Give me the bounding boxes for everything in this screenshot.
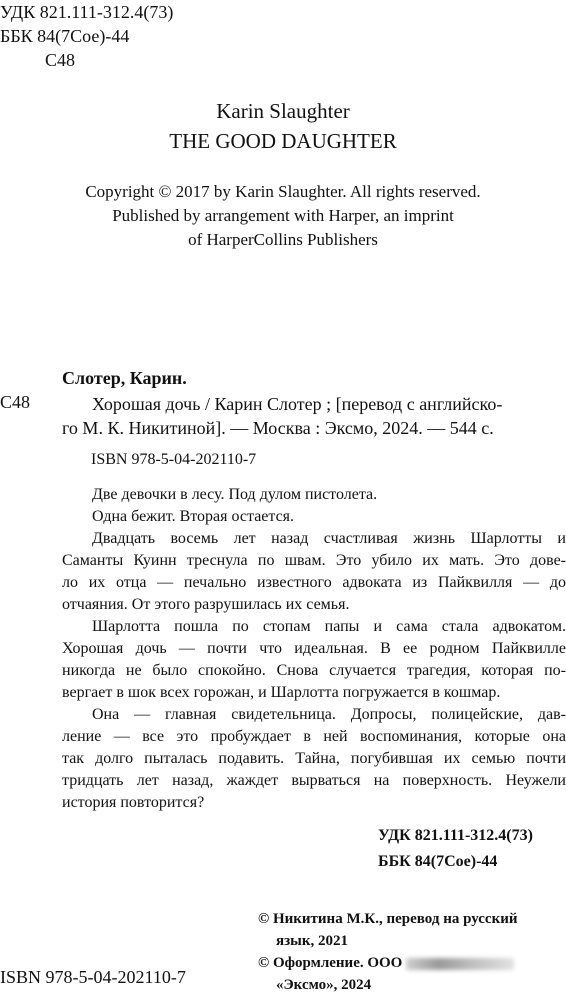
rights-line-publisher	[258, 952, 518, 974]
annotation-line: история повторится?	[62, 794, 205, 811]
biblio-line: го М. К. Никитиной]. — Москва : Эксмо, 2024. — 544 с.	[62, 418, 494, 438]
annotation-line: тридцать лет назад, жаждет вырваться на поверхность. Неужели	[62, 772, 566, 789]
udk-code: УДК 821.111-312.4(73)	[0, 2, 174, 22]
author-mark: С48	[45, 50, 76, 70]
annotation-line: Одна бежит. Вторая остается.	[92, 508, 295, 525]
annotation-line: ло их отца — печально известного адвоката из Пайквилля — до	[62, 574, 566, 591]
copyright-notice	[0, 180, 566, 252]
copyright-line: Copyright © 2017 by Karin Slaughter. All rights reserved.	[85, 182, 481, 201]
biblio-line: Хорошая дочь / Карин Слотер ; [перевод с английско-	[92, 394, 503, 414]
udk-code: УДК 821.111-312.4(73)	[378, 827, 533, 844]
rights-line: «Эксмо», 2024	[276, 977, 372, 993]
annotation-line: так долго пыталась подавить. Тайна, погубившая их семью почти	[62, 750, 566, 767]
copyright-line: of HarperCollins Publishers	[188, 230, 378, 249]
annotation	[62, 484, 566, 814]
original-title: THE GOOD DAUGHTER	[169, 129, 397, 153]
annotation-line: Шарлотта пошла по стопам папы и сама стала адвокатом.	[92, 618, 566, 635]
original-title-block	[0, 96, 566, 156]
watermark-overlay	[406, 958, 514, 970]
isbn-bottom: ISBN 978-5-04-202110-7	[0, 967, 186, 987]
copyright-line: Published by arrangement with Harper, an imprint	[112, 206, 454, 225]
catalog-author-mark: С48	[0, 392, 31, 412]
annotation-line: Саманты Куинн треснула по швам. Это убило их мать. Это дове-	[62, 552, 566, 569]
annotation-line: отчаяния. От этого разрушилась их семья.	[62, 596, 350, 613]
classification-codes-bottom	[378, 823, 533, 875]
rights-line: язык, 2021	[276, 933, 348, 949]
annotation-line: Хорошая дочь — почти что идеальная. В ее родном Пайквилле	[62, 640, 566, 657]
annotation-line: Она — главная свидетельница. Допросы, полицейские, дав-	[92, 706, 566, 723]
bbk-code: ББК 84(7Сое)-44	[378, 853, 498, 870]
annotation-line: Две девочки в лесу. Под дулом пистолета.	[92, 486, 378, 503]
catalog-author-heading: Слотер, Карин.	[62, 368, 187, 388]
classification-codes	[0, 0, 173, 72]
bbk-code: ББК 84(7Сое)-44	[0, 26, 130, 46]
isbn-catalog: ISBN 978-5-04-202110-7	[91, 451, 257, 468]
bibliographic-description	[62, 392, 562, 440]
rights-line: © Никитина М.К., перевод на русский	[258, 911, 518, 927]
rights-line: © Оформление. ООО	[258, 955, 403, 971]
annotation-line: Двадцать восемь лет назад счастливая жизнь Шарлотты и	[92, 530, 566, 547]
original-author: Karin Slaughter	[216, 99, 350, 123]
rights-notice	[258, 908, 518, 996]
annotation-line: ление — все это пробуждает в ней воспоминания, которые она	[62, 728, 566, 745]
annotation-line: никогда не было спокойно. Снова случается трагедия, которая по-	[62, 662, 566, 679]
annotation-line: вергает в шок всех горожан, и Шарлотта погружается в кошмар.	[62, 684, 501, 701]
